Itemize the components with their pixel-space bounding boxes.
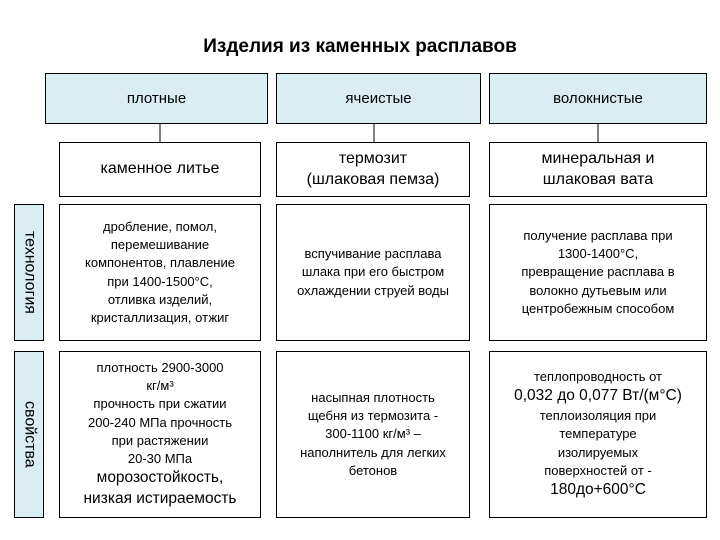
text-line: температуре: [559, 426, 637, 442]
text-line: отливка изделий,: [107, 291, 213, 307]
product-mineral-wool: [489, 142, 707, 197]
text-line: низкая истираемость: [83, 490, 237, 508]
text-line: наполнитель для легких: [300, 444, 446, 460]
header-cellular: [276, 73, 481, 124]
text-line: при растяжении: [111, 432, 209, 448]
text-line: охлаждении струей воды: [297, 282, 449, 298]
text-line: плотность 2900-3000: [96, 360, 224, 376]
technology-dense: [59, 204, 261, 341]
technology-fibrous: [489, 204, 707, 341]
properties-fibrous: [489, 351, 707, 518]
product-line: (шлаковая пемза): [306, 170, 440, 188]
product-line: шлаковая вата: [542, 170, 654, 188]
header-fibrous-label: волокнистые: [553, 89, 643, 107]
properties-cellular: [276, 351, 470, 518]
header-dense-label: плотные: [126, 89, 187, 107]
text-line: волокно дутьевым или: [529, 282, 667, 298]
header-fibrous: [489, 73, 707, 124]
text-line: прочность при сжатии: [93, 396, 227, 412]
text-line: получение расплава при: [523, 228, 673, 244]
side-label-properties: [14, 351, 44, 518]
technology-cellular: [276, 204, 470, 341]
technology-label: технология: [21, 231, 39, 314]
text-line: кристаллизация, отжиг: [90, 309, 230, 325]
text-line: насыпная плотность: [311, 390, 435, 406]
text-line: изолируемых: [557, 444, 639, 460]
text-line: 20-30 МПа: [127, 450, 193, 466]
text-line: теплопроводность от: [534, 369, 662, 385]
text-line: при 1400-1500°С,: [107, 273, 213, 289]
header-cellular-label: ячеистые: [345, 89, 412, 107]
text-line: вспучивание расплава: [304, 246, 442, 262]
product-line: термозит: [338, 149, 408, 167]
side-label-technology: [14, 204, 44, 341]
text-line: бетонов: [348, 462, 398, 478]
text-line: теплоизоляция при: [539, 408, 657, 424]
text-line: превращение расплава в: [521, 264, 675, 280]
properties-dense: [59, 351, 261, 518]
text-line: дробление, помол,: [103, 218, 217, 234]
header-dense: [45, 73, 268, 124]
text-line: поверхностей от -: [544, 462, 652, 478]
text-line: 0,032 до 0,077 Вт/(м°С): [514, 387, 682, 405]
text-line: перемешивание: [110, 237, 210, 253]
text-line: 300-1100 кг/м³ –: [325, 426, 421, 442]
text-line: 1300-1400°С,: [557, 246, 639, 262]
text-line: 180до+600°С: [550, 480, 646, 498]
product-line: минеральная и: [541, 149, 655, 167]
text-line: кг/м³: [146, 378, 174, 394]
product-line: каменное литье: [100, 160, 220, 178]
diagram-title: Изделия из каменных расплавов: [203, 36, 517, 57]
text-line: центробежным способом: [521, 300, 675, 316]
properties-label: свойства: [21, 401, 39, 468]
text-line: щебня из термозита -: [307, 408, 439, 424]
text-line: 200-240 МПа прочность: [88, 414, 232, 430]
text-line: морозостойкость,: [96, 469, 224, 487]
text-line: шлака при его быстром: [301, 264, 445, 280]
product-thermozite: [276, 142, 470, 197]
product-stone-casting: [59, 142, 261, 197]
text-line: компонентов, плавление: [85, 255, 235, 271]
